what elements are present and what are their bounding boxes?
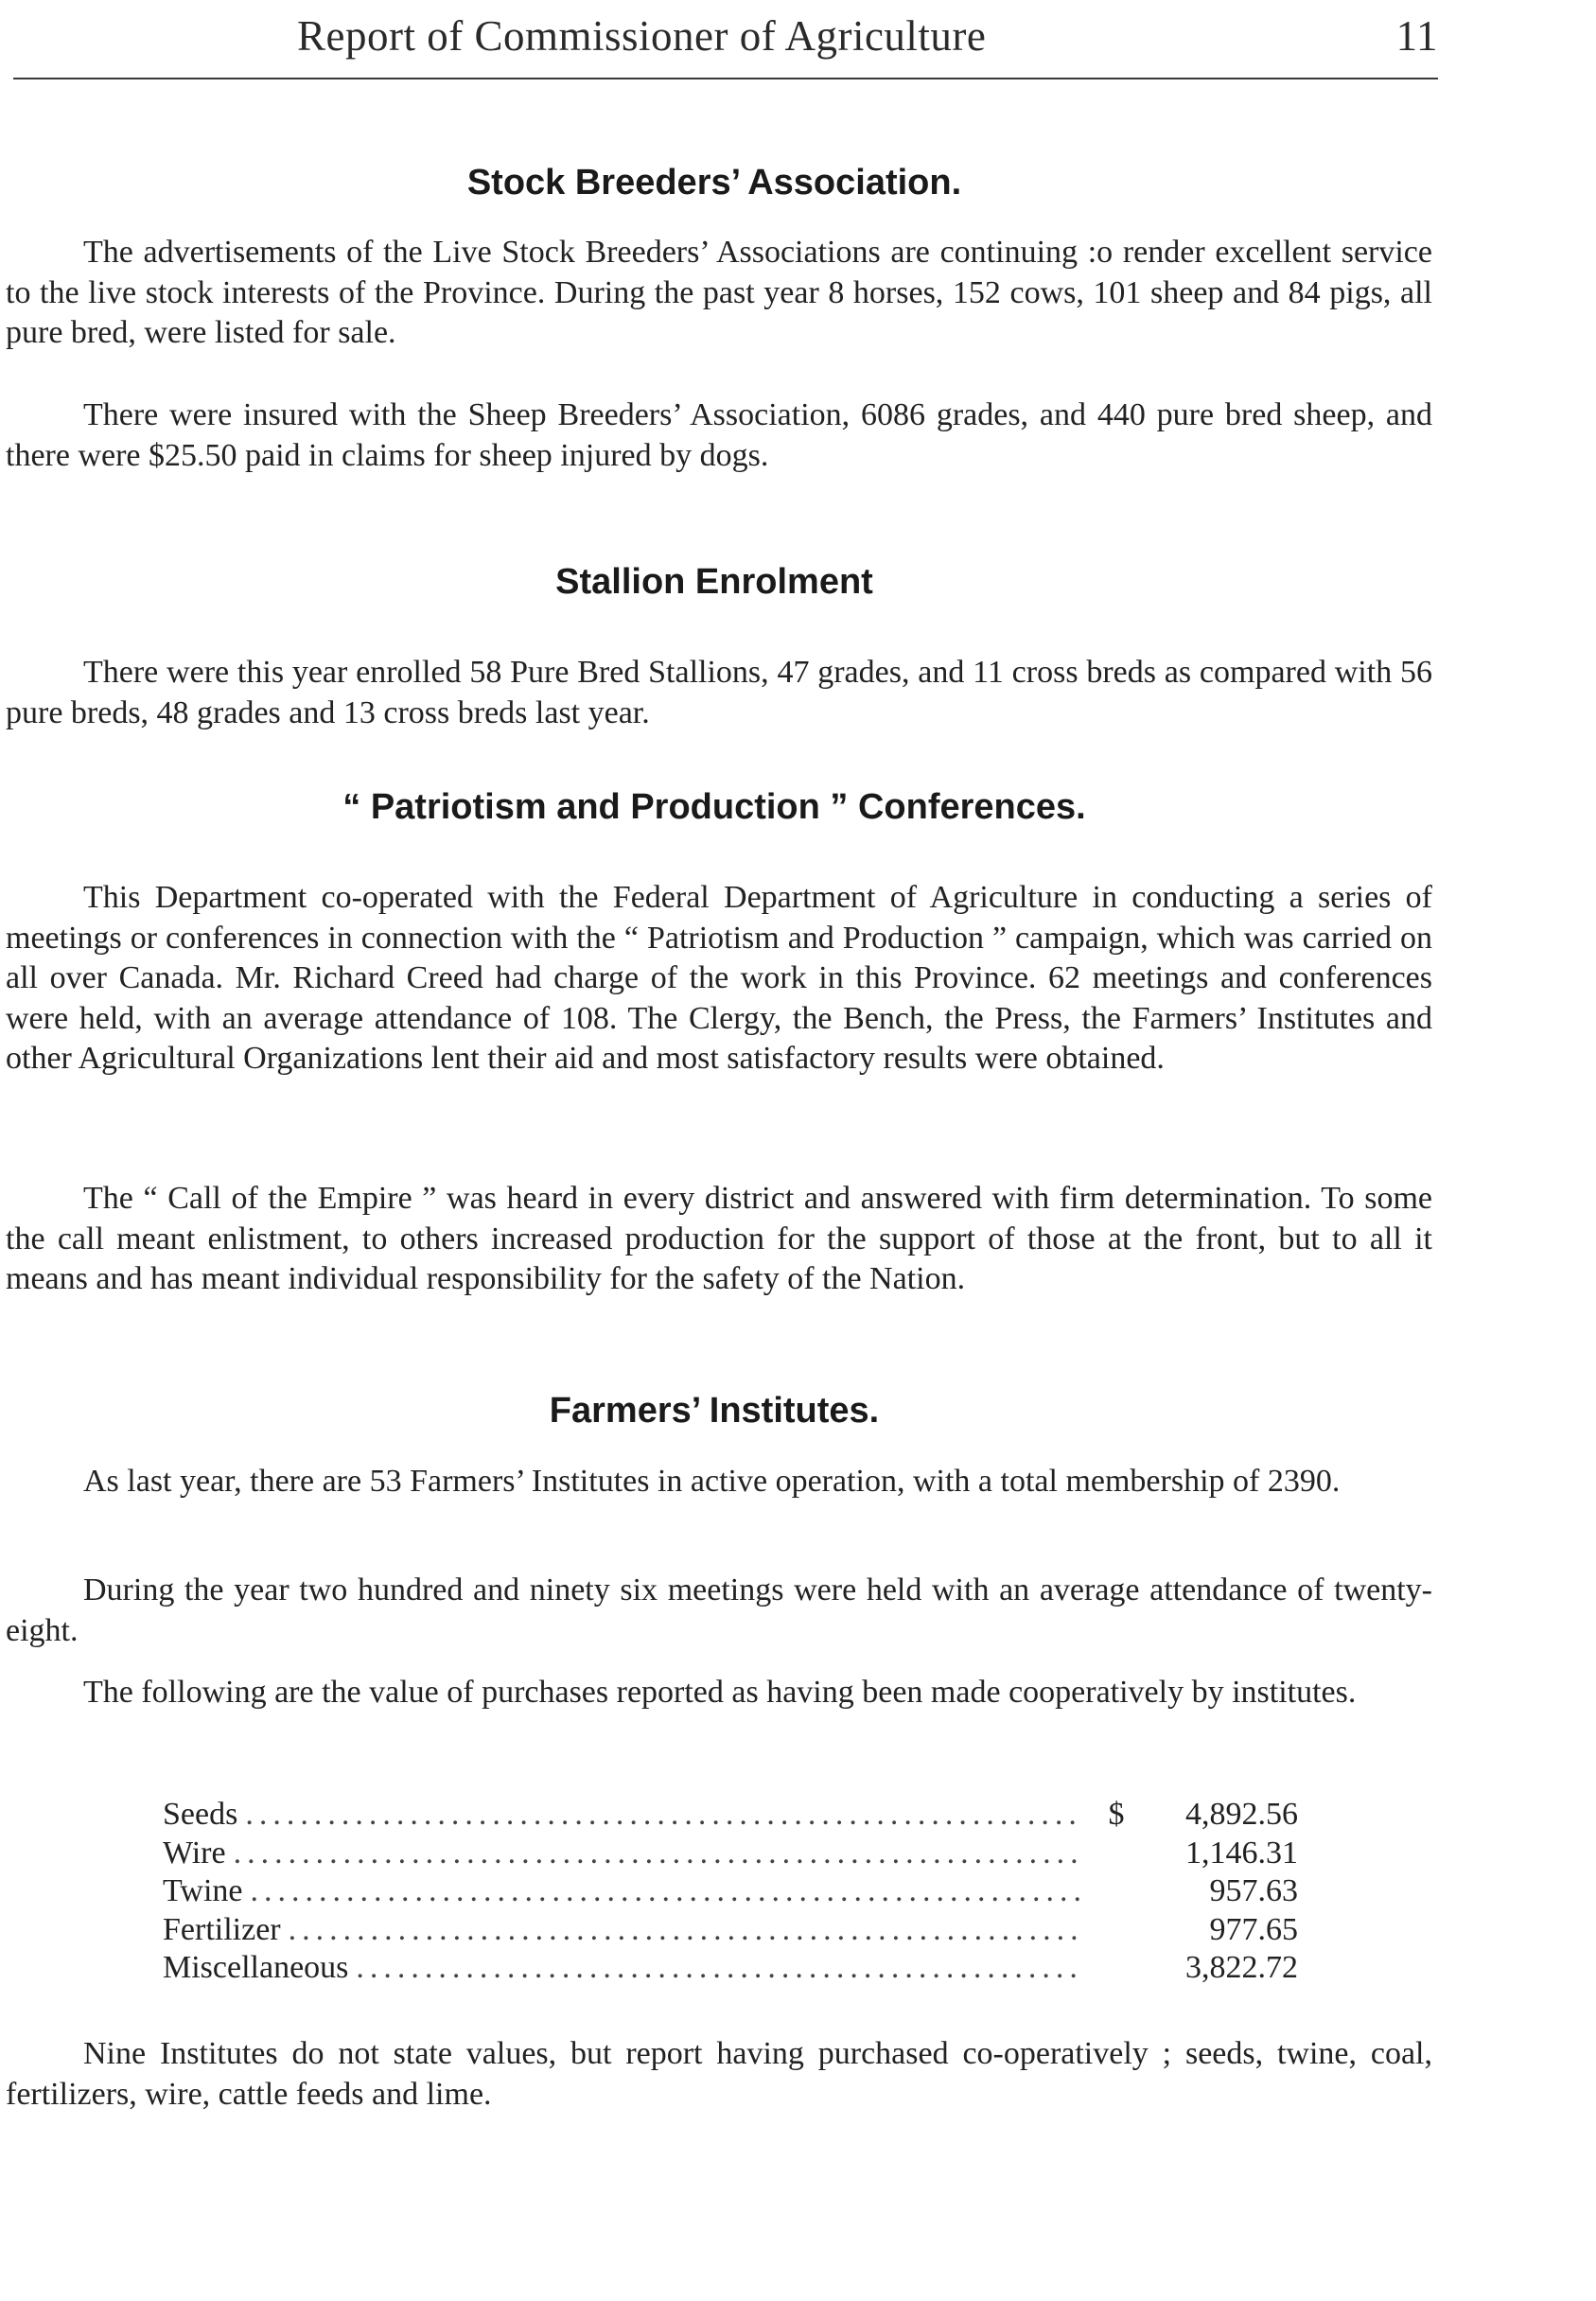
purchase-item: Fertilizer <box>163 1911 281 1947</box>
purchase-row-miscellaneous <box>163 1949 1298 1988</box>
purchases-table <box>163 1796 1298 1988</box>
purchase-item: Wire <box>163 1835 226 1871</box>
dot-leader <box>289 1911 1080 1950</box>
running-title: Report of Commissioner of Agriculture <box>297 12 987 60</box>
patriotism-paragraph-1: This Department co-operated with the Federal Department of Agriculture in conducting a series of meetings or conferences in connection with the “ Patriotism and Production ” campaign, which was carried on all over Canada. Mr. Richard Creed had charge of the work in this Province. 62 meetings and conferences were held, with an average attendance of 108. The Clergy, the Bench, the Press, the Farmers’ Institutes and other Agricultural Organizations lent their aid and most satisfactory results were obtained. <box>6 880 1432 1076</box>
currency-symbol: $ <box>1108 1797 1125 1832</box>
purchase-amount: 957.63 <box>1209 1873 1298 1908</box>
stock-breeders-paragraph-2: There were insured with the Sheep Breeders’ Association, 6086 grades, and 440 pure bred sheep, and there were $25.50 paid in claims for sheep injured by dogs. <box>6 397 1432 473</box>
stallion-enrolment-paragraph: There were this year enrolled 58 Pure Bred Stallions, 47 grades, and 11 cross breds as compared with 56 pure breds, 48 grades and 13 cross breds last year. <box>6 655 1432 730</box>
header-rule <box>13 78 1438 79</box>
dot-leader <box>251 1872 1081 1911</box>
purchase-item: Seeds <box>163 1797 238 1832</box>
purchase-amount: 4,892.56 <box>1185 1797 1298 1832</box>
purchase-item: Miscellaneous <box>163 1950 349 1985</box>
institutes-paragraph-2: During the year two hundred and ninety six meetings were held with an average attendance of twenty-eight. <box>6 1572 1432 1648</box>
purchase-amount: 1,146.31 <box>1185 1835 1298 1871</box>
section-heading-stallion-enrolment: Stallion Enrolment <box>555 562 873 602</box>
section-heading-stock-breeders: Stock Breeders’ Association. <box>466 163 962 202</box>
purchase-row-twine <box>163 1872 1298 1911</box>
purchase-row-seeds <box>163 1796 1298 1835</box>
purchase-amount: 3,822.72 <box>1185 1950 1298 1985</box>
stock-breeders-paragraph-1: The advertisements of the Live Stock Breeders’ Associations are continuing :o render excellent service to the live stock interests of the Province. During the past year 8 horses, 152 cows, 101 sheep and 84 pigs, all pure bred, were listed for sale. <box>6 235 1432 350</box>
dot-leader <box>356 1949 1080 1988</box>
page-number: 11 <box>1395 12 1438 60</box>
dot-leader <box>234 1835 1080 1873</box>
institutes-paragraph-1: As last year, there are 53 Farmers’ Institutes in active operation, with a total membership of 2390. <box>83 1464 1341 1499</box>
section-heading-patriotism-conferences: “ Patriotism and Production ” Conferences. <box>342 787 1086 827</box>
section-heading-farmers-institutes: Farmers’ Institutes. <box>549 1391 880 1431</box>
running-header <box>13 8 1438 74</box>
dot-leader <box>245 1796 1080 1835</box>
purchase-item: Twine <box>163 1873 243 1908</box>
purchase-row-wire <box>163 1835 1298 1873</box>
institutes-paragraph-3: The following are the value of purchases reported as having been made cooperatively by institutes. <box>83 1675 1357 1710</box>
patriotism-paragraph-2: The “ Call of the Empire ” was heard in every district and answered with firm determination. To some the call meant enlistment, to others increased production for the support of those at the front, but to all it means and has meant individual responsibility for the safety of the Nation. <box>6 1181 1432 1296</box>
purchase-amount: 977.65 <box>1209 1911 1298 1947</box>
purchase-row-fertilizer <box>163 1911 1298 1950</box>
institutes-paragraph-4: Nine Institutes do not state values, but report having purchased co-operatively ; seeds, twine, coal, fertilizers, wire, cattle feeds and lime. <box>6 2036 1432 2112</box>
